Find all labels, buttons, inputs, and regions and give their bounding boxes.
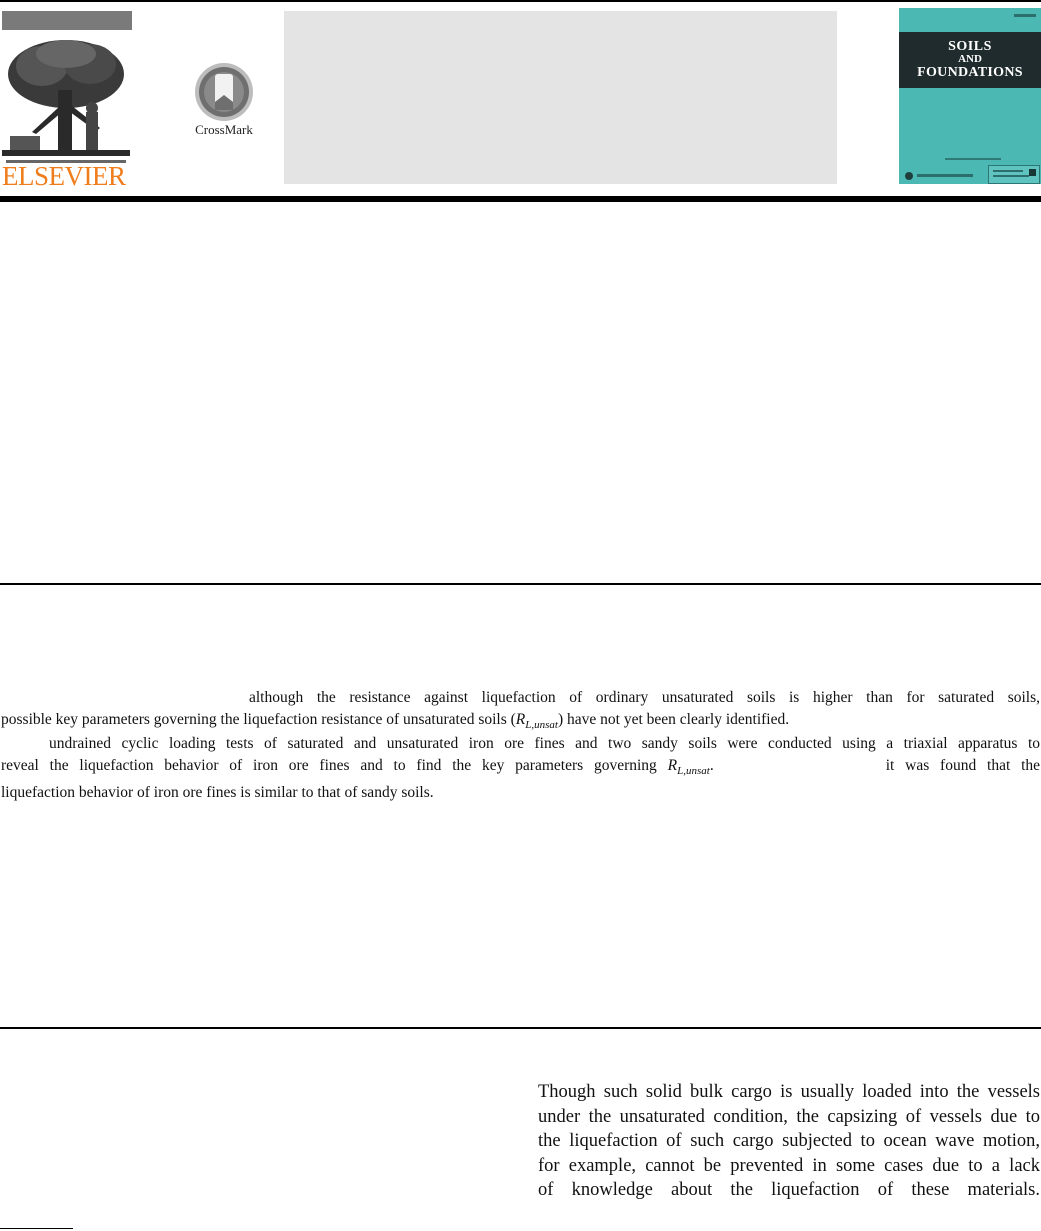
cover-title-band: [899, 32, 1041, 88]
abstract-p1-line2: possible key parameters governing the liquefaction resistance of unsaturated soils $(R_{L,unsat})$ have not yet been clearly identified.: [1, 710, 790, 731]
cover-publisher-box: [988, 165, 1040, 184]
elsevier-wordmark: [2, 162, 134, 190]
footnote-rule: [0, 1228, 73, 1229]
body-column-right: [538, 1080, 1040, 1203]
cover-issn-mark: [1014, 14, 1036, 17]
cover-subtitle-mark: [945, 158, 1001, 160]
abstract-top-rule: [0, 583, 1041, 585]
abstract-p1-line1: although the resistance against liquefaction of ordinary unsaturated soils is higher than for saturated soils,: [249, 689, 1040, 706]
cover-title-line1: SOILS: [948, 39, 992, 54]
body-line-4: for example, cannot be prevented in some cases due to a lack: [538, 1155, 1040, 1176]
r-l-unsat-symbol-2: $R_{L,unsat}$: [667, 756, 710, 777]
journal-info-panel: [284, 11, 837, 184]
abstract-paragraph-2: [1, 733, 1040, 804]
abstract-paragraph-1: [1, 687, 1040, 736]
cover-title-line3: FOUNDATIONS: [917, 65, 1023, 80]
cover-title-line2: AND: [958, 53, 982, 65]
body-line-1: Though such solid bulk cargo is usually loaded into the vessels: [538, 1082, 1040, 1102]
top-rule: [0, 0, 1041, 2]
abstract-p2-line2: reveal the liquefaction behavior of iron ore fines and to find the key parameters governing $R_{L,unsat}$. it was found that the: [1, 756, 1041, 777]
crossmark-label: CrossMark: [195, 122, 253, 137]
publisher-bar: [2, 11, 132, 30]
header-rule: [0, 196, 1041, 202]
abstract-p2-line3: liquefaction behavior of iron ore fines is similar to that of sandy soils.: [1, 784, 434, 802]
body-line-3: the liquefaction of such cargo subjected to ocean wave motion,: [538, 1131, 1040, 1151]
body-line-2: under the unsaturated condition, the capsizing of vessels due to: [538, 1106, 1040, 1127]
crossmark-icon: [194, 62, 254, 122]
elsevier-tree-logo: [2, 36, 130, 166]
crossmark-badge[interactable]: [186, 62, 262, 138]
abstract-bottom-rule: [0, 1027, 1041, 1029]
abstract-p2-line1: undrained cyclic loading tests of saturated and unsaturated iron ore fines and two sandy soils were conducted using a triaxial apparatus to: [49, 735, 1040, 752]
cover-society-mark: [917, 174, 973, 177]
r-l-unsat-symbol: $R_{L,unsat}$: [515, 710, 558, 731]
society-logo-icon: [905, 172, 913, 180]
body-line-5: of knowledge about the liquefaction of these materials.: [538, 1180, 1040, 1200]
publisher-wordmark-text: ELSEVIER: [2, 161, 126, 191]
journal-cover[interactable]: [899, 8, 1041, 184]
